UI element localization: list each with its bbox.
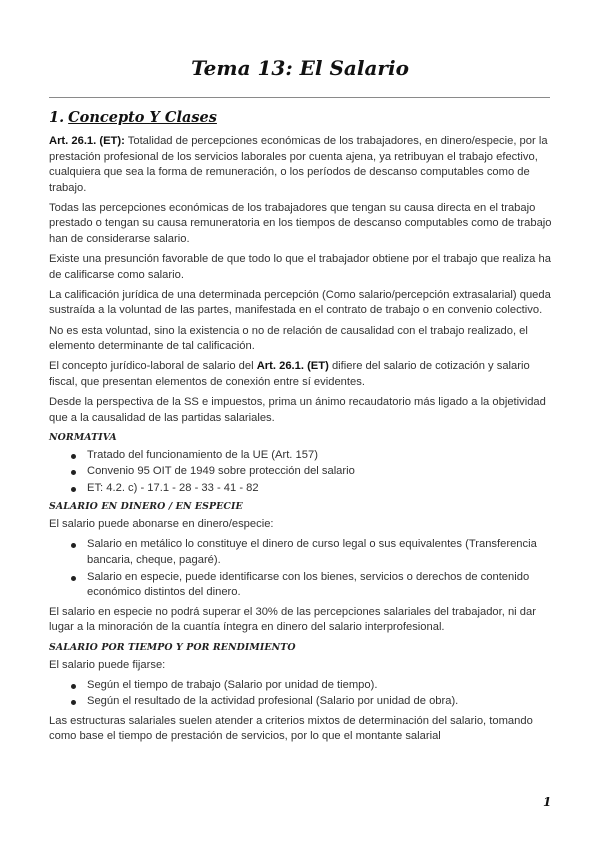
page-title: Tema 13: El Salario xyxy=(191,56,409,80)
section-title: Concepto Y Clases xyxy=(68,109,217,126)
article-reference: Art. 26.1. (ET): xyxy=(49,135,125,147)
list-item: ET: 4.2. c) - 17.1 - 28 - 33 - 41 - 82 xyxy=(87,481,553,497)
list-item: Salario en metálico lo constituye el dinero de curso legal o sus equivalentes (Transferencia bancaria, cheque, pagaré). xyxy=(87,537,553,568)
paragraph-text: Totalidad de percepciones económicas de los trabajadores, en dinero/especie, por la prestación profesional de los servicios laborales por cuenta ajena, ya retribuyan el trabajo efectivo, cualquiera que sea la forma de remuneración, o los períodos de descanso computables como de trabajo. xyxy=(49,135,548,194)
paragraph-text: El concepto jurídico-laboral de salario del xyxy=(49,360,257,373)
page-content xyxy=(49,108,553,750)
list-item: Según el tiempo de trabajo (Salario por unidad de tiempo). xyxy=(87,678,553,694)
paragraph-dinero-limite: El salario en especie no podrá superar el 30% de las percepciones salariales del trabajador, ni dar lugar a la minoración de la cuantía íntegra en dinero del salario interprofesional. xyxy=(49,605,536,634)
dinero-list xyxy=(49,537,553,600)
list-item: Convenio 95 OIT de 1949 sobre protección del salario xyxy=(87,464,553,480)
title-divider xyxy=(49,97,550,98)
list-item: Salario en especie, puede identificarse con los bienes, servicios o derechos de contenido económico distintos del dinero. xyxy=(87,570,553,601)
list-item: Tratado del funcionamiento de la UE (Art. 157) xyxy=(87,448,553,464)
section-heading-concepto xyxy=(49,108,553,128)
subheading-dinero-especie: SALARIO EN DINERO / EN ESPECIE xyxy=(49,501,243,513)
paragraph-calificacion: La calificación jurídica de una determinada percepción (Como salario/percepción extrasalarial) queda sustraída a la voluntad de las partes, manifestada en el contrato de trabajo o en convenio colectivo. xyxy=(49,288,551,317)
paragraph-text: difiere del salario de cotización y salario fiscal, que presentan elementos de conexión entre sí evidentes. xyxy=(49,360,530,388)
paragraph-perspectiva: Desde la perspectiva de la SS e impuestos, prima un ánimo recaudatorio más ligado a la objetividad que a la causalidad de las partidas salariales. xyxy=(49,395,546,424)
tiempo-list xyxy=(49,678,553,710)
paragraph-percepciones: Todas las percepciones económicas de los trabajadores que tengan su causa directa en el trabajo prestado o tengan su causa remuneratoria en los tiempos de descanso computables como de trabajo han de considerarse salario. xyxy=(49,201,552,246)
article-reference: Art. 26.1. (ET) xyxy=(256,360,329,373)
paragraph-dinero-intro: El salario puede abonarse en dinero/especie: xyxy=(49,518,274,531)
paragraph-tiempo-intro: El salario puede fijarse: xyxy=(49,658,166,671)
subheading-tiempo-rendimiento: SALARIO POR TIEMPO Y POR RENDIMIENTO xyxy=(49,641,296,653)
normativa-list xyxy=(49,448,553,497)
paragraph-concepto-juridico xyxy=(49,359,553,390)
paragraph-voluntad: No es esta voluntad, sino la existencia o no de relación de causalidad con el trabajo realizado, el elemento determinante de tal calificación. xyxy=(49,324,528,353)
paragraph-presuncion: Existe una presunción favorable de que todo lo que el trabajador obtiene por el trabajo que realiza ha de calificarse como salario. xyxy=(49,253,551,281)
paragraph-estructuras: Las estructuras salariales suelen atender a criterios mixtos de determinación del salario, tomando como base el tiempo de prestación de servicios, por lo que el montante salarial xyxy=(49,714,533,743)
paragraph-definition xyxy=(49,134,553,196)
section-number: 1. xyxy=(49,109,65,126)
list-item: Según el resultado de la actividad profesional (Salario por unidad de obra). xyxy=(87,694,553,710)
page-number: 1 xyxy=(543,795,552,809)
subheading-normativa: NORMATIVA xyxy=(49,431,117,443)
